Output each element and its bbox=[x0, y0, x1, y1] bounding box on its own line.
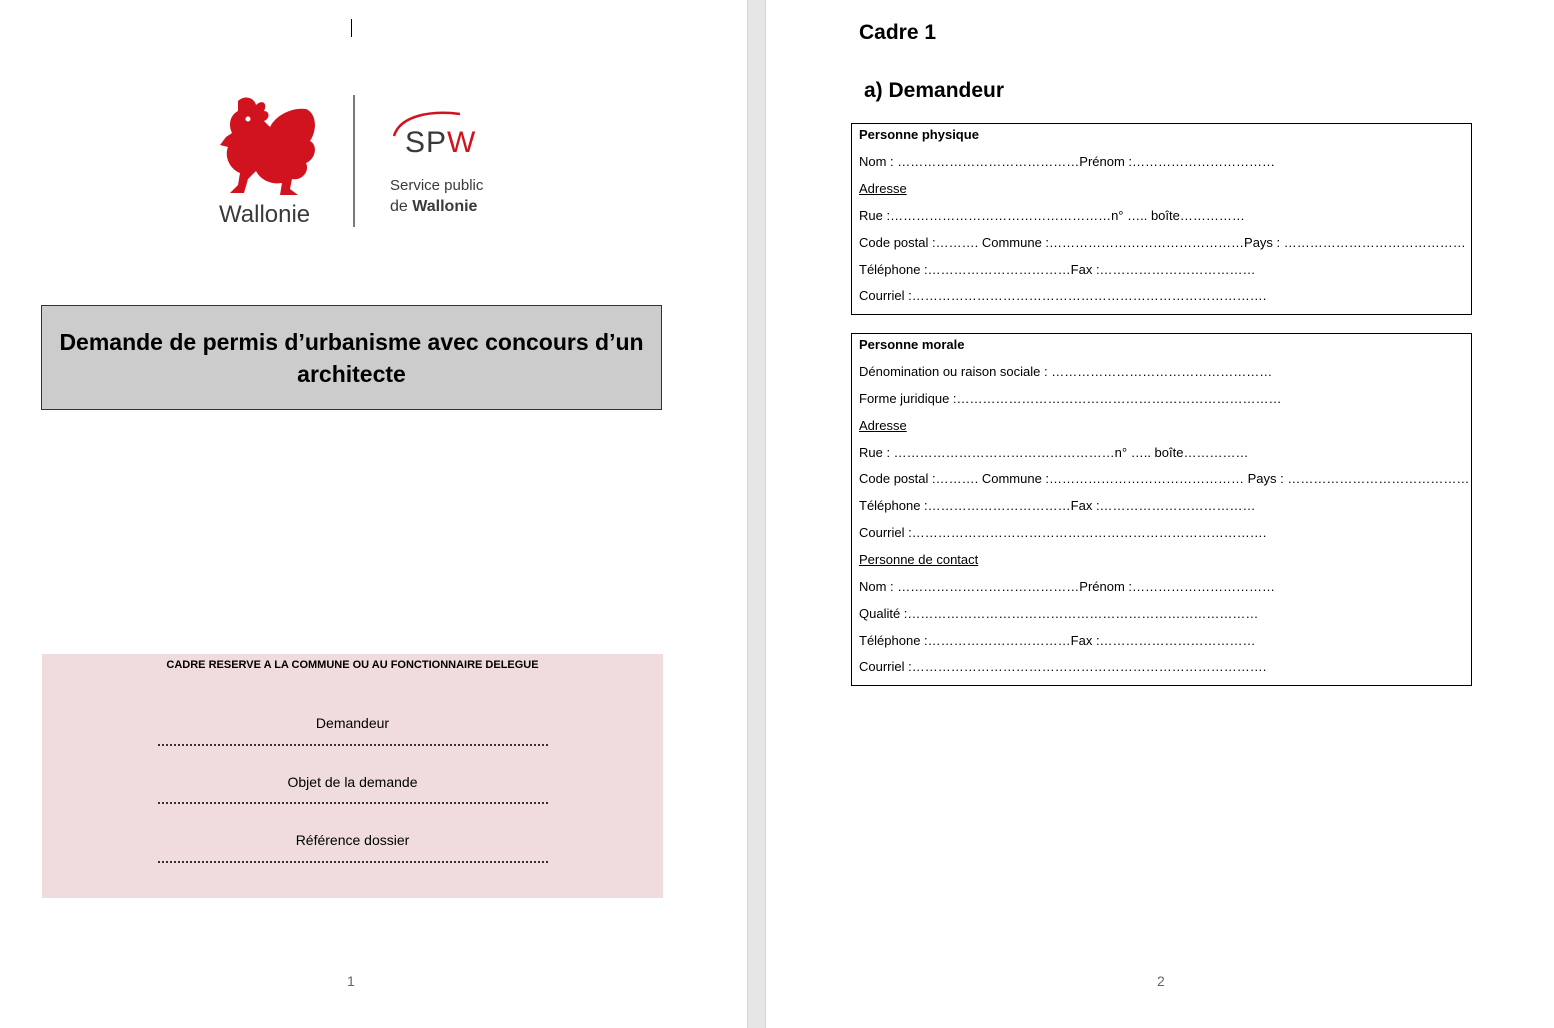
cadre-heading: Cadre 1 bbox=[859, 21, 937, 44]
document-title-box bbox=[41, 305, 662, 410]
logo-separator bbox=[353, 95, 355, 227]
field-rue[interactable]: Rue :……………………………………………n° ….. boîte…………… bbox=[859, 208, 1245, 223]
field-adresse-label: Adresse bbox=[859, 418, 907, 433]
frame-title: Personne physique bbox=[859, 127, 979, 142]
demandeur-heading: a) Demandeur bbox=[864, 79, 1005, 102]
field-courriel[interactable]: Courriel :………………………………………………………………………. bbox=[859, 525, 1267, 540]
wallonie-rooster-icon bbox=[218, 93, 320, 197]
reserve-dots-line bbox=[158, 859, 548, 863]
reserved-frame bbox=[42, 654, 663, 898]
field-contact-courriel[interactable]: Courriel :………………………………………………………………………. bbox=[859, 659, 1267, 674]
field-contact-label: Personne de contact bbox=[859, 552, 979, 567]
reserve-field-reference: Référence dossier bbox=[295, 832, 410, 848]
spw-w-letter: W bbox=[447, 126, 477, 159]
wallonie-wordmark: Wallonie bbox=[219, 201, 311, 228]
field-telephone[interactable]: Téléphone :……………………………Fax :……………………………… bbox=[859, 262, 1256, 277]
field-rue[interactable]: Rue : ……………………………………………n° ….. boîte…………… bbox=[859, 445, 1249, 460]
field-qualite[interactable]: Qualité :……………………………………………………………………… bbox=[859, 606, 1259, 621]
field-code-postal[interactable]: Code postal :………. Commune :………………………………………Pays : …………………………………… bbox=[859, 235, 1466, 250]
spw-letters: SPW bbox=[405, 126, 477, 159]
reserve-field-demandeur: Demandeur bbox=[315, 715, 390, 731]
reserve-dots-line bbox=[158, 742, 548, 746]
page-number: 2 bbox=[1157, 973, 1165, 989]
page-number: 1 bbox=[347, 973, 355, 989]
reserved-frame-title: CADRE RESERVE A LA COMMUNE OU AU FONCTIONNAIRE DELEGUE bbox=[166, 659, 539, 671]
field-contact-nom[interactable]: Nom : ……………………………………Prénom :…………………………… bbox=[859, 579, 1276, 594]
frame-title: Personne morale bbox=[859, 337, 965, 352]
document-page-1[interactable] bbox=[0, 0, 747, 1028]
field-nom[interactable]: Nom : ……………………………………Prénom :…………………………… bbox=[859, 154, 1276, 169]
page-gutter bbox=[747, 0, 766, 1028]
reserve-field-objet: Objet de la demande bbox=[287, 774, 418, 790]
de-wallonie-text bbox=[390, 198, 477, 216]
field-courriel[interactable]: Courriel :………………………………………………………………………. bbox=[859, 288, 1267, 303]
spw-logo-text bbox=[405, 126, 476, 160]
field-contact-telephone[interactable]: Téléphone :……………………………Fax :……………………………… bbox=[859, 633, 1256, 648]
field-forme-juridique[interactable]: Forme juridique :………………………………………………………………… bbox=[859, 391, 1282, 406]
field-telephone[interactable]: Téléphone :……………………………Fax :……………………………… bbox=[859, 498, 1256, 513]
service-public-text: Service public bbox=[390, 177, 484, 194]
field-denomination[interactable]: Dénomination ou raison sociale : …………………………………………… bbox=[859, 364, 1273, 379]
reserve-dots-line bbox=[158, 800, 548, 804]
personne-physique-frame bbox=[851, 123, 1472, 315]
personne-morale-frame bbox=[851, 333, 1472, 686]
document-page-2[interactable] bbox=[766, 0, 1554, 1028]
field-code-postal[interactable]: Code postal :………. Commune :……………………………………… Pays : …………………………………… bbox=[859, 471, 1470, 486]
wallonie-bold-text: Wallonie bbox=[412, 198, 478, 215]
de-text: de bbox=[390, 198, 408, 215]
field-adresse-label: Adresse bbox=[859, 181, 907, 196]
text-cursor bbox=[351, 19, 352, 37]
document-title: Demande de permis d’urbanisme avec concours d’un architecte bbox=[59, 328, 644, 387]
